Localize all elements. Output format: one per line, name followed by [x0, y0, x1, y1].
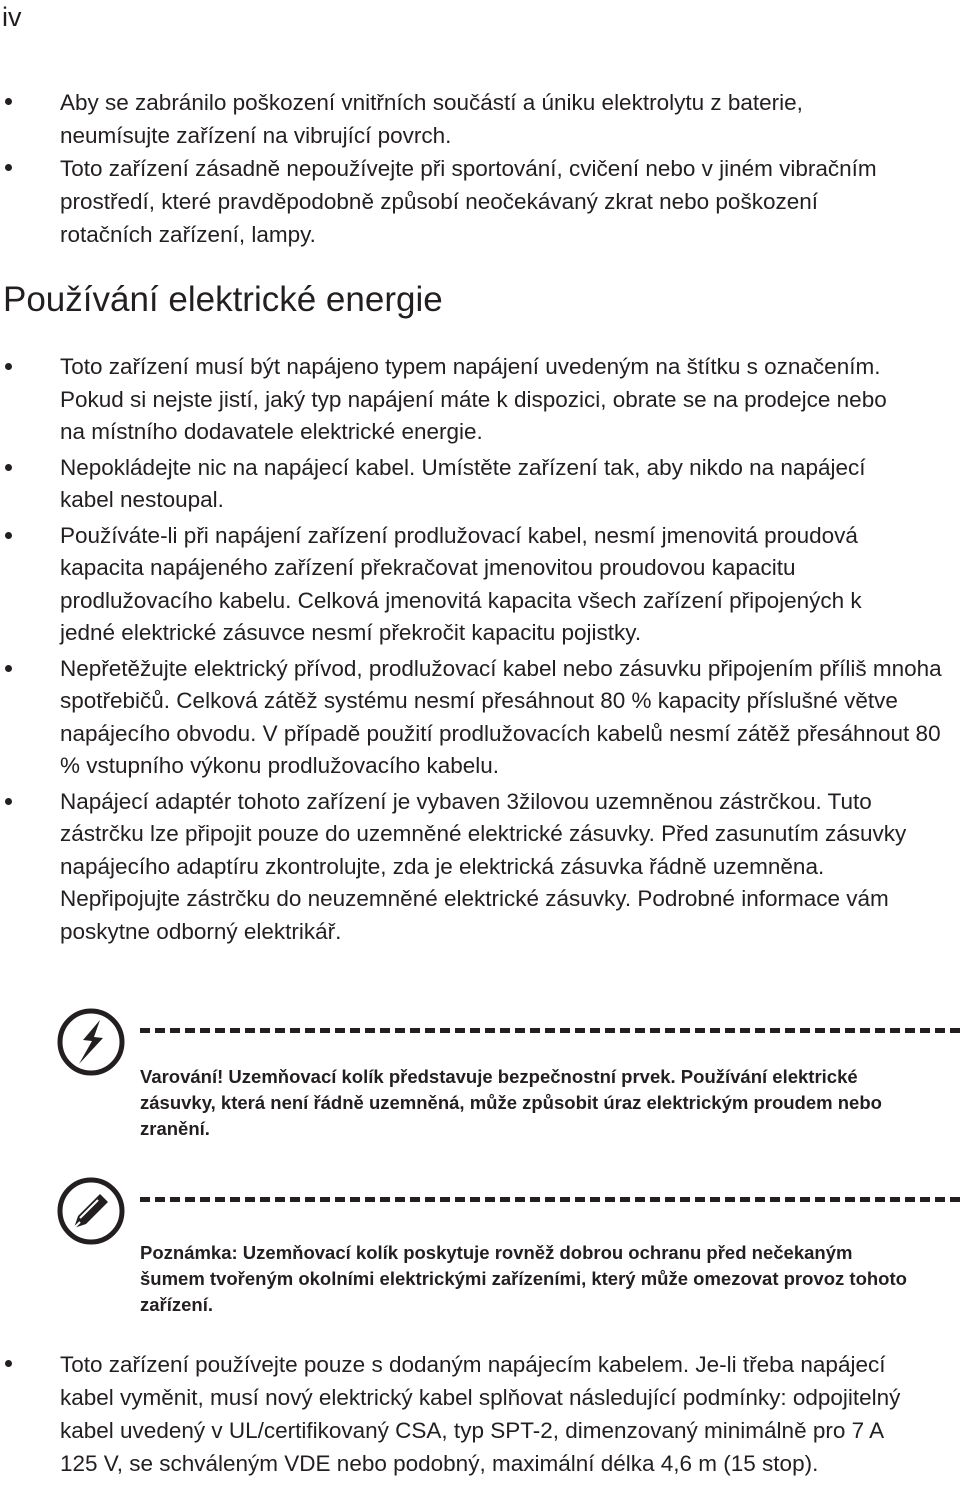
warning-text: Varování! Uzemňovací kolík představuje bezpečnostní prvek. Používání elektrické zásuvky, která není řádně uzemněná, může způsobit úraz elektrickým proudem nebo zranění. [140, 1066, 882, 1139]
list-item: Nepokládejte nic na napájecí kabel. Umístěte zařízení tak, aby nikdo na napájecí kabel nestoupal. [0, 452, 890, 517]
list-item: Používáte-li při napájení zařízení prodlužovací kabel, nesmí jmenovitá proudová kapacita napájeného zařízení překračovat jmenovitou proudovou kapacitu prodlužovacího kabelu. Celková jmenovitá kapacita všech zařízení připojených k jedné elektrické zásuvce nesmí překročit kapacitu pojistky. [0, 520, 915, 650]
final-bullet-list [0, 1348, 960, 1480]
page-number: iv [2, 2, 22, 32]
pen-note-icon [56, 1176, 126, 1246]
warning-callout [56, 1007, 960, 1157]
intro-bullet-list [0, 86, 960, 251]
divider [140, 1197, 960, 1202]
note-callout [56, 1176, 960, 1326]
list-item: Toto zařízení používejte pouze s dodaným napájecím kabelem. Je-li třeba napájecí kabel vyměnit, musí nový elektrický kabel splňovat následující podmínky: odpojitelný kabel uvedený v UL/certifikovaný CSA, typ SPT-2, dimenzovaný minimálně pro 7 A 125 V, se schváleným VDE nebo podobný, maximální délka 4,6 m (15 stop). [0, 1348, 920, 1480]
list-item: Aby se zabránilo poškození vnitřních součástí a úniku elektrolytu z baterie, neumísujte zařízení na vibrující povrch. [0, 86, 915, 152]
list-item: Toto zařízení musí být napájeno typem napájení uvedeným na štítku s označením. Pokud si nejste jistí, jaký typ napájení máte k dispozici, obrate se na prodejce nebo na místního dodavatele elektrické energie. [0, 351, 890, 449]
lightning-warning-icon [56, 1007, 126, 1077]
list-item: Napájecí adaptér tohoto zařízení je vybaven 3žilovou uzemněnou zástrčkou. Tuto zástrčku lze připojit pouze do uzemněné elektrické zásuvky. Před zasunutím zásuvky napájecího adaptíru zkontrolujte, zda je elektrická zásuvka řádně uzemněna. Nepřipojujte zástrčku do neuzemněné elektrické zásuvky. Podrobné informace vám poskytne odborný elektrikář. [0, 786, 950, 949]
power-bullet-list [0, 351, 960, 948]
list-item: Toto zařízení zásadně nepoužívejte při sportování, cvičení nebo v jiném vibračním prostředí, které pravděpodobně způsobí neočekávaný zkrat nebo poškození rotačních zařízení, lampy. [0, 152, 910, 251]
divider [140, 1028, 960, 1033]
list-item: Nepřetěžujte elektrický přívod, prodlužovací kabel nebo zásuvku připojením příliš mnoha spotřebičů. Celková zátěž systému nesmí přesáhnout 80 % kapacity příslušné větve napájecího obvodu. V případě použití prodlužovacích kabelů nesmí zátěž přesáhnout 80 % vstupního výkonu prodlužovacího kabelu. [0, 653, 950, 783]
note-text: Poznámka: Uzemňovací kolík poskytuje rovněž dobrou ochranu před nečekaným šumem tvořeným okolními elektrickými zařízeními, který může omezovat provoz tohoto zařízení. [140, 1242, 907, 1315]
section-heading: Používání elektrické energie [3, 280, 443, 319]
